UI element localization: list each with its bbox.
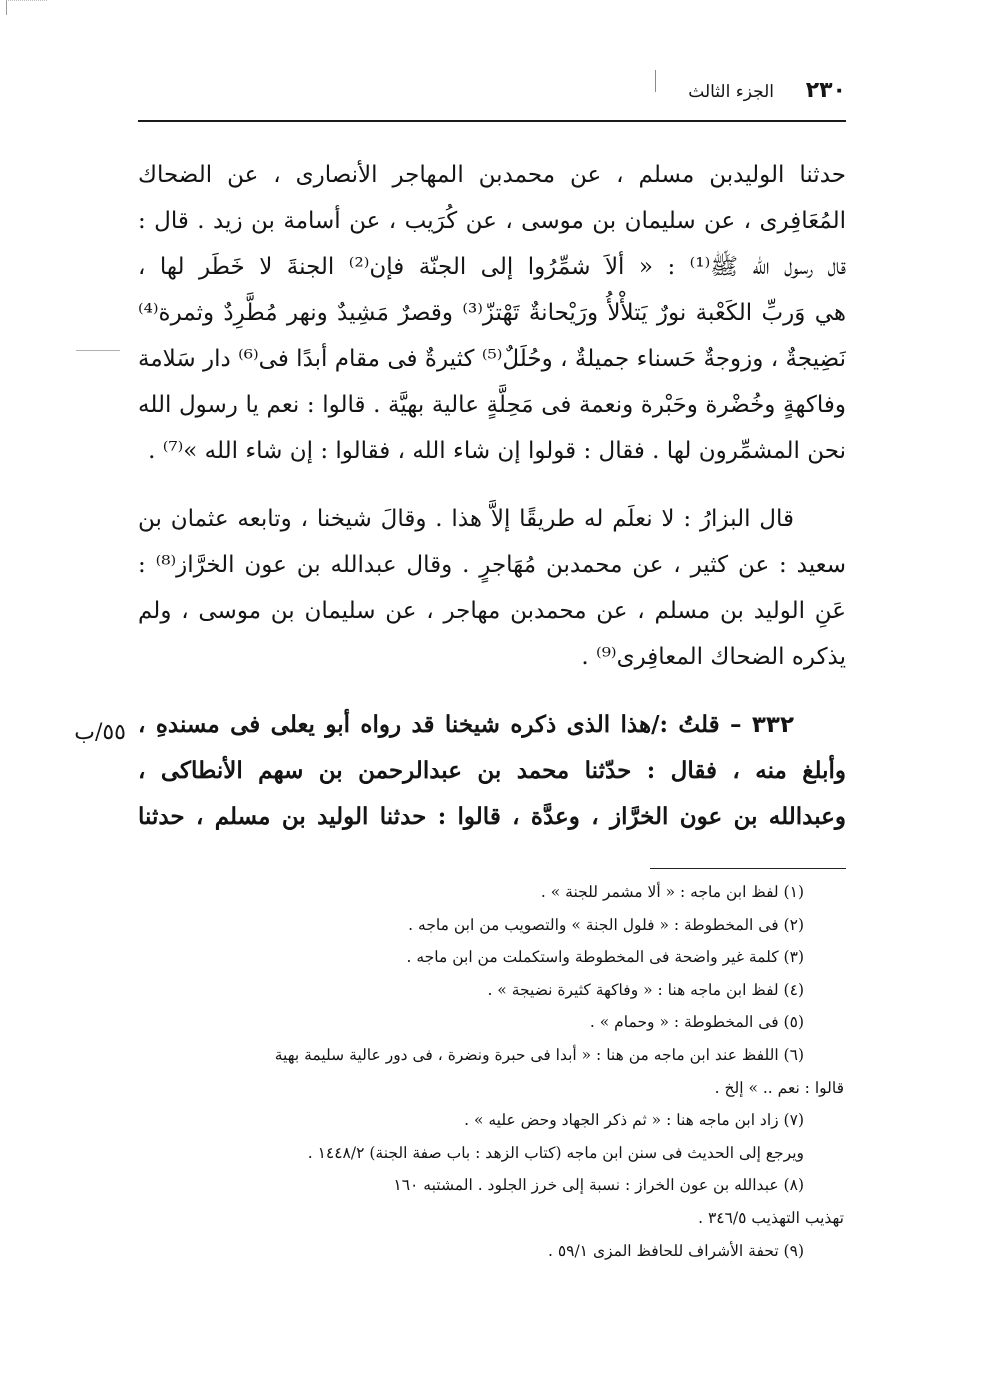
footnote-9: (٩) تحفة الأشراف للحافظ المزى ٥٩/١ . <box>547 1241 804 1260</box>
paragraph-hadith-332 <box>138 702 846 840</box>
text-line: حدثنا الوليدبن مسلم ، عن محمدبن المهاجر الأنصارى ، عن الضحاك <box>138 162 846 188</box>
hadith-number: ٣٣٢ <box>751 712 795 738</box>
footnote-6-continued: قالوا : نعم .. » إلخ . <box>714 1078 844 1097</box>
text-line: وفاكهةٍ وخُضْرة وحَبْرة ونعمة فى مَحِلَّةٍ عالية بهيَّة . قالوا : نعم يا رسول الله <box>138 392 846 418</box>
page-number: ٢٣٠ <box>805 78 846 103</box>
text-line: وأبلغ منه ، فقال : حدّثنا محمد بن عبدالرحمن بن سهم الأنطاكى ، <box>138 757 846 784</box>
footnote-6: (٦) اللفظ عند ابن ماجه من هنا : « أبدا فى حبرة ونضرة ، فى دور عالية سليمة بهية <box>274 1045 804 1064</box>
text-line: نَضِيجةٌ ، وزوجةٌ حَسناء جميلةٌ ، وحُلَلٌ⁽⁵⁾ كثيرةٌ فى مقام أبدًا فى⁽⁶⁾ دار سَلامة <box>138 346 846 372</box>
text-line: وعبدالله بن عون الخرَّاز ، وعدَّة ، قالوا : حدثنا الوليد بن مسلم ، حدثنا <box>138 803 846 830</box>
footnote-5: (٥) فى المخطوطة : « وحمام » . <box>589 1013 804 1032</box>
paragraph-bazzar-comment <box>138 496 846 680</box>
footnote-2: (٢) فى المخطوطة : « فلول الجنة » والتصويب من ابن ماجه . <box>408 915 804 934</box>
footnote-8-continued: تهذيب التهذيب ٣٤٦/٥ . <box>698 1208 844 1227</box>
footnote-4: (٤) لفظ ابن ماجه هنا : « وفاكهة كثيرة نضيجة » . <box>487 980 804 999</box>
text-line <box>138 702 846 748</box>
text-line: سعيد : عن كثير ، عن محمدبن مُهَاجرٍ . وقال عبدالله بن عون الخرَّاز⁽⁸⁾ : <box>138 552 846 578</box>
text-line: قال البزارُ : لا نعلَم له طريقًا إلاَّ هذا . وقالَ شيخنا ، وتابعه عثمان بن <box>138 506 794 532</box>
page-header <box>138 78 846 112</box>
footnote-1: (١) لفظ ابن ماجه : « ألا مشمر للجنة » . <box>540 883 804 901</box>
main-text <box>138 152 846 840</box>
footnote-7-continued: ويرجع إلى الحديث فى سنن ابن ماجه (كتاب الزهد : باب صفة الجنة) ١٤٤٨/٢ . <box>307 1143 804 1162</box>
text-line: المُعَافِرى ، عن سليمان بن موسى ، عن كُرَيب ، عن أسامة بن زيد . قال : <box>138 208 846 234</box>
text-line: قال رسول الله ﷺ⁽¹⁾ : « ألاَ شمِّرُوا إلى الجنّة فإن⁽²⁾ الجنةَ لا خَطَر لها ، <box>138 254 846 280</box>
running-title: الجزء الثالث <box>688 82 774 102</box>
header-rule <box>138 120 846 122</box>
footnotes <box>138 876 844 1267</box>
margin-dash-mark <box>76 350 120 351</box>
text-line: نحن المشمِّرون لها . فقال : قولوا إن شاء الله ، فقالوا : إن شاء الله »⁽⁷⁾ . <box>148 438 846 464</box>
header-tick-mark <box>655 70 656 92</box>
text-line: عَنِ الوليد بن مسلم ، عن محمدبن مهاجر ، عن سليمان بن موسى ، ولم <box>138 598 846 624</box>
text-line-rest: – قلتُ :/هذا الذى ذكره شيخنا قد رواه أبو يعلى فى مسندهِ ، <box>138 711 742 738</box>
text-line: هي وَربِّ الكَعْبة نورٌ يَتلأْلأُ ورَيْحانةٌ تَهْتزّ⁽³⁾ وقصرٌ مَشِيدٌ ونهر مُطَّرِدٌ وثمرة⁽⁴⁾ <box>138 300 846 326</box>
scan-corner-mark <box>6 0 47 15</box>
footnote-3: (٣) كلمة غير واضحة فى المخطوطة واستكملت من ابن ماجه . <box>406 948 804 967</box>
footnote-7: (٧) زاد ابن ماجه هنا : « ثم ذكر الجهاد وحض عليه » . <box>464 1111 804 1130</box>
manuscript-folio-note: ٥٥/ب <box>74 720 126 745</box>
paragraph-hadith-text <box>138 152 846 474</box>
footnote-rule <box>650 868 846 869</box>
text-line: يذكره الضحاك المعافِرى⁽⁹⁾ . <box>581 644 846 670</box>
footnote-8: (٨) عبدالله بن عون الخراز : نسبة إلى خرز الجلود . المشتبه ١٦٠ <box>393 1176 804 1195</box>
